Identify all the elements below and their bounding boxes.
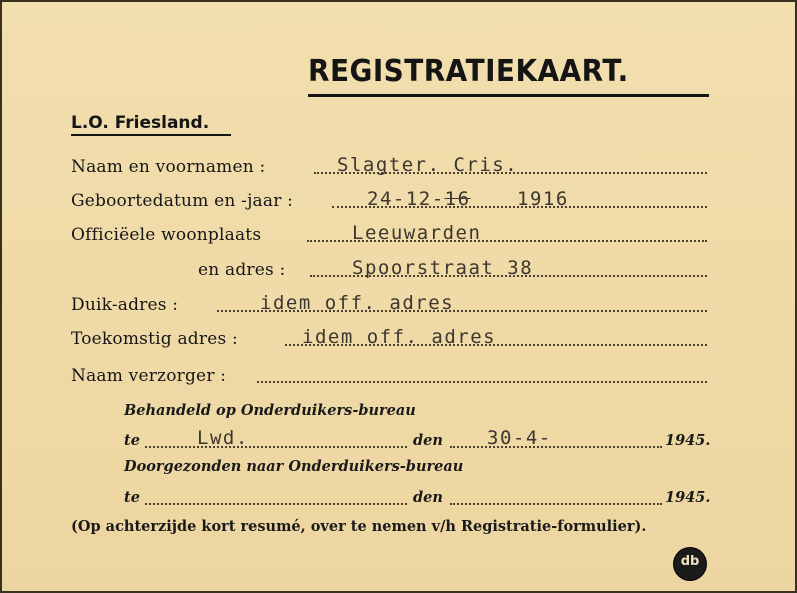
behandeld-heading: Behandeld op Onderduikers-bureau <box>124 402 416 419</box>
printer-stamp-logo <box>674 548 706 580</box>
behandeld-den-label: den <box>413 432 443 449</box>
verzorger-label: Naam verzorger : <box>71 366 227 386</box>
behandeld-te-label: te <box>124 432 140 449</box>
stamp-text: db <box>680 554 700 569</box>
organisation-name: L.O. Friesland. <box>71 113 210 133</box>
geboorte-year: 1916 <box>517 188 569 210</box>
naam-label: Naam en voornamen : <box>71 157 266 177</box>
doorgezonden-te-dotted-line <box>145 503 407 505</box>
behandeld-den-dotted-line <box>450 446 662 448</box>
geboorte-value <box>367 188 471 210</box>
doorgezonden-year: 1945. <box>665 489 711 506</box>
card-title: REGISTRATIEKAART. <box>308 54 629 89</box>
naam-value: Slagter. Cris. <box>337 154 519 176</box>
title-underline <box>308 94 709 97</box>
adres-value: Spoorstraat 38 <box>352 257 534 279</box>
behandeld-te-value: Lwd. <box>197 427 249 449</box>
doorgezonden-den-label: den <box>413 489 443 506</box>
duik-label: Duik-adres : <box>71 295 179 315</box>
behandeld-den-value: 30-4- <box>487 427 552 449</box>
doorgezonden-den-dotted-line <box>450 503 662 505</box>
doorgezonden-te-label: te <box>124 489 140 506</box>
adres-label: en adres : <box>198 260 286 280</box>
woonplaats-label: Officiëele woonplaats <box>71 225 262 245</box>
toekomst-value: idem off. adres <box>302 326 497 348</box>
organisation-underline <box>71 134 231 136</box>
woonplaats-value: Leeuwarden <box>352 222 482 244</box>
duik-value: idem off. adres <box>260 292 455 314</box>
behandeld-te-dotted-line <box>145 446 407 448</box>
footnote: (Op achterzijde kort resumé, over te nemen v/h Registratie-formulier). <box>71 518 647 535</box>
geboorte-date: 24-12- <box>367 188 445 210</box>
geboorte-struck-year: 16 <box>444 188 471 210</box>
doorgezonden-heading: Doorgezonden naar Onderduikers-bureau <box>124 458 464 475</box>
behandeld-year: 1945. <box>665 432 711 449</box>
verzorger-dotted-line <box>257 381 707 383</box>
toekomst-label: Toekomstig adres : <box>71 329 238 349</box>
geboorte-label: Geboortedatum en -jaar : <box>71 191 294 211</box>
